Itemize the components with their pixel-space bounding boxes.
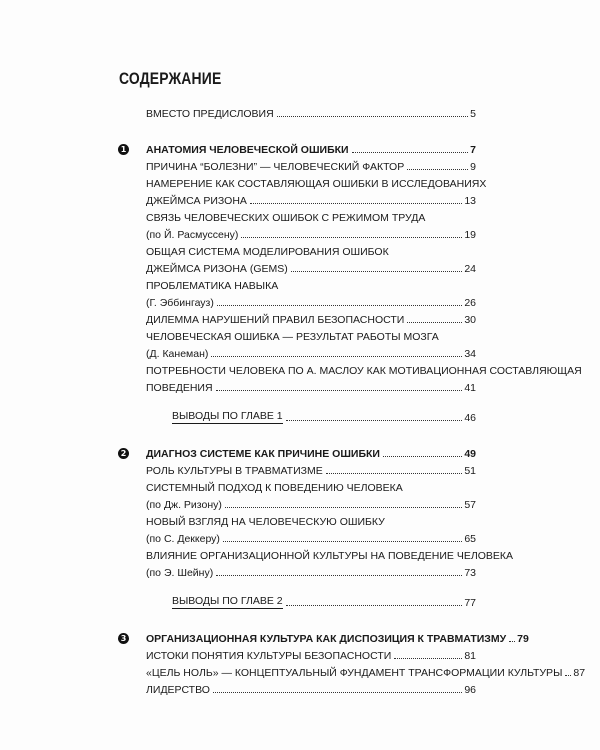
toc-entry-title: (по Дж. Ризону) xyxy=(146,499,222,511)
toc-entry[interactable] xyxy=(146,326,476,343)
toc-entry-title: ДЖЕЙМСА РИЗОНА xyxy=(146,195,247,207)
dot-leader xyxy=(383,456,462,457)
toc-entry[interactable] xyxy=(146,173,487,190)
toc-page-number: 41 xyxy=(464,382,476,394)
dot-leader xyxy=(211,356,462,357)
toc-entry[interactable] xyxy=(146,377,476,394)
toc-entry-title: ВЛИЯНИЕ ОРГАНИЗАЦИОННОЙ КУЛЬТУРЫ НА ПОВЕДЕНИЕ ЧЕЛОВЕКА xyxy=(146,550,514,562)
chapter-conclusion[interactable] xyxy=(146,407,476,424)
toc-entry-title: ВЫВОДЫ ПО ГЛАВЕ 1 xyxy=(172,410,283,422)
dot-leader xyxy=(225,507,462,508)
toc-page-number: 9 xyxy=(470,161,476,173)
page-title: СОДЕРЖАНИЕ xyxy=(119,69,222,88)
dot-leader xyxy=(216,390,463,391)
toc-entry[interactable] xyxy=(146,292,476,309)
toc-page-number: 5 xyxy=(470,108,476,120)
dot-leader xyxy=(250,203,462,204)
toc-entry[interactable] xyxy=(146,645,476,662)
toc-entry-title: СИСТЕМНЫЙ ПОДХОД К ПОВЕДЕНИЮ ЧЕЛОВЕКА xyxy=(146,482,403,494)
toc-entry[interactable] xyxy=(146,528,476,545)
toc-page-number: 57 xyxy=(464,499,476,511)
chapter-number-badge: 1 xyxy=(118,144,129,155)
dot-leader xyxy=(352,152,469,153)
toc-entry-title: ЧЕЛОВЕЧЕСКАЯ ОШИБКА — РЕЗУЛЬТАТ РАБОТЫ МОЗГА xyxy=(146,331,439,343)
chapter-heading[interactable] xyxy=(120,139,476,156)
chapter-conclusion[interactable] xyxy=(146,592,476,609)
toc-entry[interactable] xyxy=(146,562,476,579)
table-of-contents xyxy=(120,103,586,696)
chapter-heading[interactable] xyxy=(120,443,476,460)
toc-entry-title: (по С. Деккеру) xyxy=(146,533,220,545)
dot-leader xyxy=(286,605,463,606)
dot-leader xyxy=(394,658,462,659)
toc-page-number: 96 xyxy=(464,684,476,696)
toc-page-number: 65 xyxy=(464,533,476,545)
toc-entry-title: ЛИДЕРСТВО xyxy=(146,684,210,696)
dot-leader xyxy=(565,675,571,676)
toc-page-number: 24 xyxy=(464,263,476,275)
chapter-number-badge: 2 xyxy=(118,448,129,459)
toc-entry-title: (по Й. Расмуссену) xyxy=(146,229,239,241)
toc-entry-title: ВЫВОДЫ ПО ГЛАВЕ 2 xyxy=(172,595,283,607)
dot-leader xyxy=(286,420,463,421)
toc-entry[interactable] xyxy=(146,275,476,292)
toc-page-number: 19 xyxy=(464,229,476,241)
toc-entry-title: (Г. Эббингауз) xyxy=(146,297,214,309)
toc-entry[interactable] xyxy=(146,207,476,224)
toc-entry-title: ПОВЕДЕНИЯ xyxy=(146,382,213,394)
toc-entry[interactable] xyxy=(146,156,476,173)
toc-entry[interactable] xyxy=(146,494,476,511)
toc-entry-title: СВЯЗЬ ЧЕЛОВЕЧЕСКИХ ОШИБОК С РЕЖИМОМ ТРУДА xyxy=(146,212,426,224)
dot-leader xyxy=(277,116,469,117)
toc-page-number: 73 xyxy=(464,567,476,579)
toc-page-number: 30 xyxy=(464,314,476,326)
chapter-number-badge: 3 xyxy=(118,633,129,644)
dot-leader xyxy=(407,169,468,170)
toc-entry[interactable] xyxy=(146,241,476,258)
toc-entry-title: АНАТОМИЯ ЧЕЛОВЕЧЕСКОЙ ОШИБКИ xyxy=(146,144,349,156)
toc-entry-title: ПОТРЕБНОСТИ ЧЕЛОВЕКА ПО А. МАСЛОУ КАК МОТИВАЦИОННАЯ СОСТАВЛЯЮЩАЯ xyxy=(146,365,582,377)
toc-page-number: 77 xyxy=(464,597,476,609)
toc-entry[interactable] xyxy=(146,360,582,377)
toc-entry[interactable] xyxy=(146,511,476,528)
toc-entry-title: ВМЕСТО ПРЕДИСЛОВИЯ xyxy=(146,108,274,120)
toc-entry[interactable] xyxy=(146,662,586,679)
toc-entry[interactable] xyxy=(146,460,476,477)
toc-page-number: 46 xyxy=(464,412,476,424)
dot-leader xyxy=(216,575,462,576)
toc-page-number: 81 xyxy=(464,650,476,662)
spacer xyxy=(146,609,476,628)
dot-leader xyxy=(326,473,463,474)
chapter-heading[interactable] xyxy=(120,628,529,645)
toc-entry-title: ДЖЕЙМСА РИЗОНА (GEMS) xyxy=(146,263,288,275)
dot-leader xyxy=(217,305,462,306)
toc-entry-title: ПРОБЛЕМАТИКА НАВЫКА xyxy=(146,280,279,292)
toc-entry-title: ДИАГНОЗ СИСТЕМЕ КАК ПРИЧИНЕ ОШИБКИ xyxy=(146,448,380,460)
toc-page-number: 49 xyxy=(464,448,476,460)
toc-entry-title: ОБЩАЯ СИСТЕМА МОДЕЛИРОВАНИЯ ОШИБОК xyxy=(146,246,389,258)
toc-entry-title: ОРГАНИЗАЦИОННАЯ КУЛЬТУРА КАК ДИСПОЗИЦИЯ К ТРАВМАТИЗМУ xyxy=(146,633,507,645)
toc-entry[interactable] xyxy=(146,103,476,120)
toc-page-number: 51 xyxy=(464,465,476,477)
toc-page-number: 34 xyxy=(464,348,476,360)
toc-entry-title: (Д. Канеман) xyxy=(146,348,209,360)
toc-entry[interactable] xyxy=(146,679,476,696)
toc-entry[interactable] xyxy=(146,190,476,207)
toc-entry-title: ИСТОКИ ПОНЯТИЯ КУЛЬТУРЫ БЕЗОПАСНОСТИ xyxy=(146,650,392,662)
toc-entry-title: ПРИЧИНА “БОЛЕЗНИ” — ЧЕЛОВЕЧЕСКИЙ ФАКТОР xyxy=(146,161,405,173)
spacer xyxy=(146,579,476,592)
toc-page-number: 79 xyxy=(517,633,529,645)
toc-entry[interactable] xyxy=(146,309,476,326)
toc-entry[interactable] xyxy=(146,343,476,360)
toc-page-number: 26 xyxy=(464,297,476,309)
toc-entry[interactable] xyxy=(146,477,476,494)
toc-page-number: 13 xyxy=(464,195,476,207)
toc-entry-title: ДИЛЕММА НАРУШЕНИЙ ПРАВИЛ БЕЗОПАСНОСТИ xyxy=(146,314,405,326)
dot-leader xyxy=(213,692,462,693)
toc-entry-title: НОВЫЙ ВЗГЛЯД НА ЧЕЛОВЕЧЕСКУЮ ОШИБКУ xyxy=(146,516,385,528)
spacer xyxy=(146,424,476,443)
dot-leader xyxy=(509,641,515,642)
dot-leader xyxy=(291,271,463,272)
toc-page-number: 7 xyxy=(470,144,476,156)
toc-entry[interactable] xyxy=(146,224,476,241)
toc-entry-title: НАМЕРЕНИЕ КАК СОСТАВЛЯЮЩАЯ ОШИБКИ В ИССЛЕДОВАНИЯХ xyxy=(146,178,487,190)
dot-leader xyxy=(241,237,462,238)
toc-entry[interactable] xyxy=(146,545,514,562)
dot-leader xyxy=(223,541,462,542)
toc-entry[interactable] xyxy=(146,258,476,275)
spacer xyxy=(146,120,476,139)
spacer xyxy=(146,394,476,407)
dot-leader xyxy=(407,322,462,323)
toc-entry-title: (по Э. Шейну) xyxy=(146,567,214,579)
toc-entry-title: «ЦЕЛЬ НОЛЬ» — КОНЦЕПТУАЛЬНЫЙ ФУНДАМЕНТ ТРАНСФОРМАЦИИ КУЛЬТУРЫ xyxy=(146,667,563,679)
toc-entry-title: РОЛЬ КУЛЬТУРЫ В ТРАВМАТИЗМЕ xyxy=(146,465,323,477)
toc-page-number: 87 xyxy=(573,667,586,679)
